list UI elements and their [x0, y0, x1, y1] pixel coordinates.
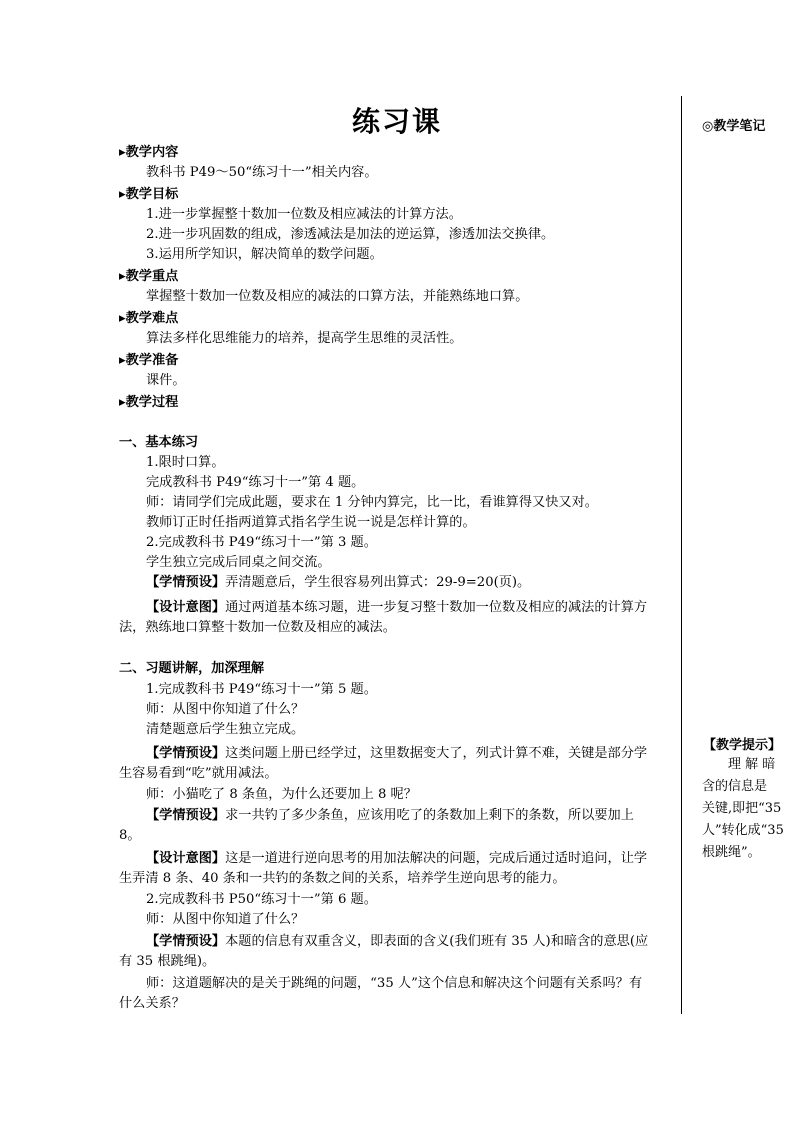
- body-line: [119, 573, 702, 593]
- part-heading: [119, 433, 675, 453]
- annotation-tag: 【学情预设】: [146, 808, 226, 823]
- line-text: 这是一道进行逆向思考的用加法解决的问题，完成后通过适时追问，让学: [225, 851, 648, 866]
- line-text: ▸教学准备: [119, 353, 179, 368]
- body-line: [119, 533, 702, 553]
- body-line: [119, 974, 702, 994]
- line-text: 3.运用所学知识，解决简单的数学问题。: [146, 247, 383, 262]
- body-line: [119, 764, 675, 784]
- line-text: 教科书 P49～50“练习十一”相关内容。: [146, 165, 378, 180]
- line-text: 清楚题意后学生独立完成。: [146, 722, 305, 737]
- line-text: ▸教学重点: [119, 269, 179, 284]
- body-line: [119, 700, 702, 720]
- tip-line: 理 解 暗: [728, 757, 776, 772]
- body-line: [119, 890, 702, 910]
- line-text: 这类问题上册已经学过，这里数据变大了，列式计算不难，关键是部分学: [225, 746, 648, 761]
- tip-title: 【教学提示】: [703, 738, 782, 753]
- tip-line: 根跳绳”。: [702, 845, 761, 860]
- section-heading: [119, 267, 675, 287]
- annotation-tag: 【设计意图】: [146, 600, 226, 615]
- section-heading: [119, 309, 675, 329]
- line-text: ▸教学目标: [119, 187, 179, 202]
- line-text: 算法多样化思维能力的培养，提高学生思维的灵活性。: [146, 331, 463, 346]
- section-heading: [119, 393, 675, 413]
- line-text: 1.限时口算。: [146, 455, 225, 470]
- annotation-tag: 【学情预设】: [146, 575, 226, 590]
- tip-line: 含的信息是: [702, 779, 768, 794]
- line-text: 求一共钓了多少条鱼，应该用吃了的条数加上剩下的条数，所以要加上: [225, 808, 634, 823]
- line-text: 生弄清 8 条、40 条和一共钓的条数之间的关系，培养学生逆向思考的能力。: [119, 871, 566, 886]
- line-text: 本题的信息有双重含义，即表面的含义(我们班有 35 人)和暗含的意思(应: [225, 934, 649, 949]
- tip-line: 人”转化成“35: [702, 823, 784, 838]
- line-text: ▸教学过程: [119, 395, 179, 410]
- body-line: [119, 473, 702, 493]
- body-line: [119, 453, 702, 473]
- line-text: 师：小猫吃了 8 条鱼，为什么还要加上 8 呢？: [146, 787, 417, 802]
- body-line: [119, 910, 702, 930]
- tip-body: [702, 754, 786, 864]
- section-heading: [119, 351, 675, 371]
- line-text: 1.进一步掌握整十数加一位数及相应减法的计算方法。: [146, 207, 462, 222]
- annotation-tag: 【设计意图】: [146, 851, 226, 866]
- body-line: [119, 163, 702, 183]
- body-line: [119, 371, 702, 391]
- line-text: 1.完成教科书 P49“练习十一”第 5 题。: [146, 682, 377, 697]
- line-text: 通过两道基本练习题，进一步复习整十数加一位数及相应的减法的计算方: [225, 600, 648, 615]
- line-text: 8。: [119, 828, 141, 843]
- body-line: [119, 598, 702, 618]
- line-text: 有 35 根跳绳)。: [119, 954, 216, 969]
- line-text: 师：请同学们完成此题，要求在 1 分钟内算完，比一比，看谁算得又快又对。: [146, 495, 598, 510]
- body-line: [119, 225, 702, 245]
- line-text: ▸教学内容: [119, 145, 179, 160]
- line-text: 法，熟练地口算整十数加一位数及相应的减法。: [119, 620, 396, 635]
- line-text: 完成教科书 P49“练习十一”第 4 题。: [146, 475, 365, 490]
- body-line: [119, 826, 675, 846]
- line-text: 学生独立完成后同桌之间交流。: [146, 555, 331, 570]
- line-text: 课件。: [146, 373, 186, 388]
- body-line: [119, 744, 702, 764]
- line-text: ▸教学难点: [119, 311, 179, 326]
- annotation-tag: 【学情预设】: [146, 934, 226, 949]
- page-title: 练习课: [351, 105, 442, 138]
- line-text: 2.进一步巩固数的组成，渗透减法是加法的逆运算，渗透加法交换律。: [146, 227, 555, 242]
- line-text: 2.完成教科书 P50“练习十一”第 6 题。: [146, 892, 377, 907]
- section-heading: [119, 143, 675, 163]
- body-line: [119, 994, 675, 1014]
- line-text: 2.完成教科书 P49“练习十一”第 3 题。: [146, 535, 377, 550]
- line-text: 掌握整十数加一位数及相应的减法的口算方法，并能熟练地口算。: [146, 289, 529, 304]
- column-divider: [681, 96, 682, 1014]
- body-line: [119, 869, 675, 889]
- body-line: [119, 245, 702, 265]
- line-text: 师：从图中你知道了什么？: [146, 702, 305, 717]
- line-text: 师：这道题解决的是关于跳绳的问题，“35 人”这个信息和解决这个问题有关系吗？有: [146, 976, 643, 991]
- body-line: [119, 205, 702, 225]
- body-line: [119, 806, 702, 826]
- part-heading: [119, 659, 675, 679]
- body-line: [119, 329, 702, 349]
- body-line: [119, 720, 702, 740]
- annotation-tag: 【学情预设】: [146, 746, 226, 761]
- body-line: [119, 513, 702, 533]
- body-line: [119, 952, 675, 972]
- tip-line: 关键,即把“35: [702, 801, 782, 816]
- body-line: [119, 553, 702, 573]
- body-line: [119, 849, 702, 869]
- body-line: [119, 618, 675, 638]
- body-line: [119, 932, 702, 952]
- body-line: [119, 680, 702, 700]
- line-text: 二、习题讲解，加深理解: [119, 661, 265, 676]
- line-text: 教师订正时任指两道算式指名学生说一说是怎样计算的。: [146, 515, 476, 530]
- body-line: [119, 493, 702, 513]
- line-text: 生容易看到“吃”就用减法。: [119, 766, 278, 781]
- line-text: 师：从图中你知道了什么？: [146, 912, 305, 927]
- line-text: 什么关系？: [119, 996, 185, 1011]
- notes-title: ◎教学笔记: [702, 119, 766, 134]
- section-heading: [119, 185, 675, 205]
- line-text: 一、基本练习: [119, 435, 199, 450]
- line-text: 弄清题意后，学生很容易列出算式：29-9=20(页)。: [225, 575, 531, 590]
- body-line: [119, 785, 702, 805]
- body-line: [119, 287, 702, 307]
